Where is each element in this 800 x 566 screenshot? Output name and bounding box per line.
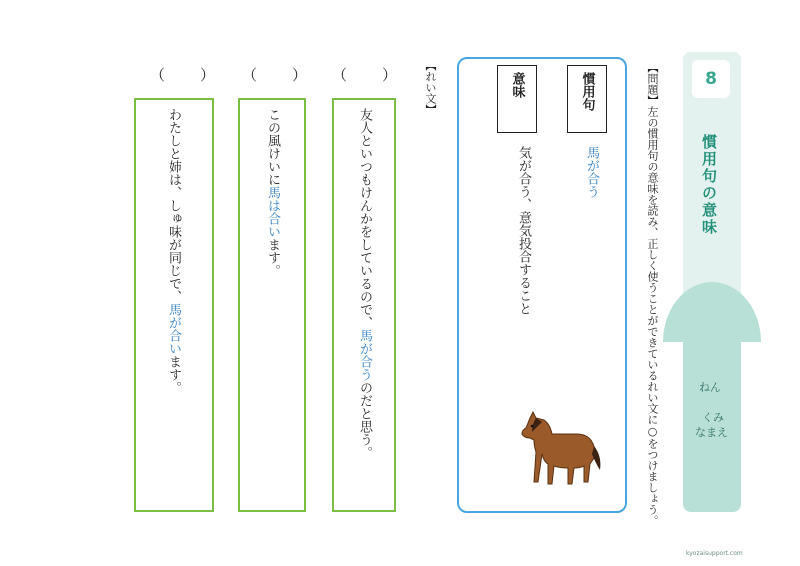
site-url: kyozaisupport.com (686, 550, 743, 557)
sentence-1-after: のだと思う。 (357, 381, 372, 459)
answer-paren-1[interactable]: （ ） (332, 66, 408, 84)
kumi-label: くみ (702, 411, 724, 424)
answer-paren-3[interactable]: （ ） (150, 66, 226, 84)
kanyoku-label-box (567, 65, 607, 133)
sentence-1 (354, 108, 374, 459)
sentence-3-before: わたしと姉は、しゅ味が同じで、 (166, 108, 181, 303)
sentence-1-before: 友人といつもけんかをしているので、 (357, 108, 372, 329)
imi-label: 意味 (509, 72, 525, 98)
question-text: 【問題】左の慣用句の意味を読み、正しく使うことができているれい文に○をつけましょう。 (646, 62, 659, 526)
sentence-2-idiom: 馬は合い (265, 186, 280, 238)
sentence-3-after: ます。 (166, 355, 181, 394)
kanyoku-label: 慣用句 (579, 72, 595, 111)
sentence-2-after: ます。 (265, 238, 280, 277)
idiom-phrase: 馬が合う (584, 146, 599, 198)
sentence-3-idiom: 馬が合い (166, 303, 181, 355)
horse-illustration (520, 408, 602, 488)
namae-label: なまえ (695, 426, 728, 439)
sentence-2-before: この風けいに (265, 108, 280, 186)
example-label: 【れい文】 (424, 60, 437, 115)
worksheet-number: 8 (692, 60, 730, 98)
nen-label: ねん (699, 381, 721, 394)
sentence-3 (163, 108, 183, 394)
worksheet-title: 慣用句の意味 (700, 134, 718, 236)
sentence-2 (262, 108, 282, 277)
answer-paren-2[interactable]: （ ） (242, 66, 318, 84)
side-panel (683, 52, 743, 557)
imi-label-box (497, 65, 537, 133)
idiom-meaning: 気が合う、意気投合すること (516, 146, 531, 315)
sentence-1-idiom: 馬が合う (357, 329, 372, 381)
side-panel-curve (663, 282, 761, 342)
